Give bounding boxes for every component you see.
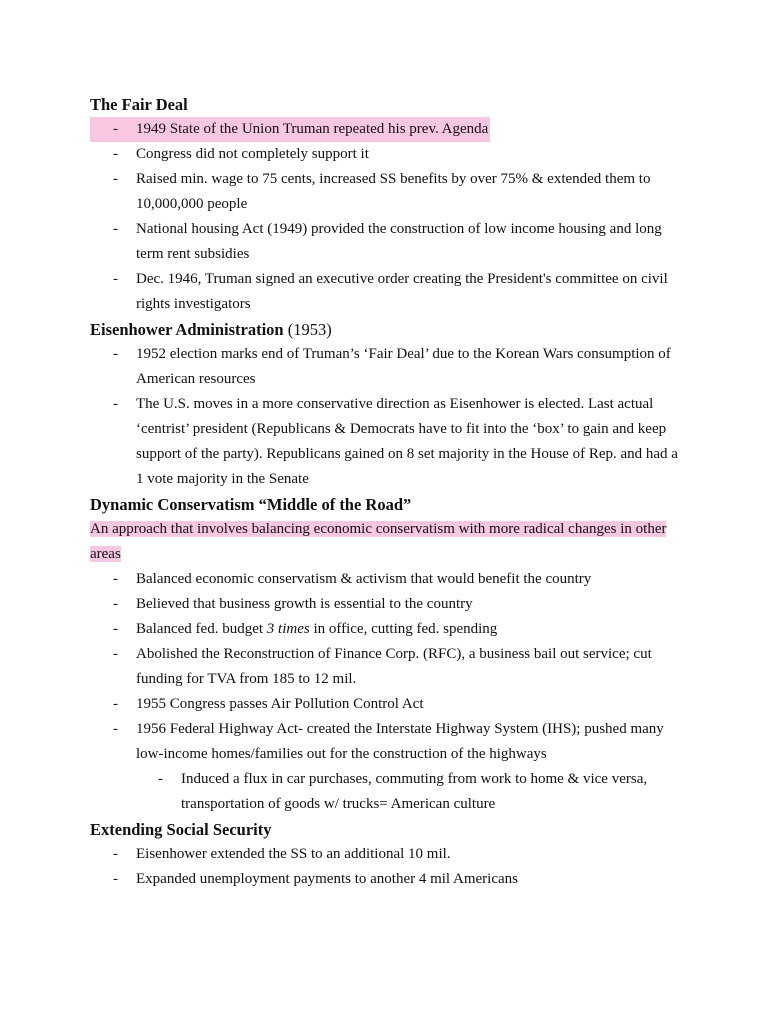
list-item (90, 167, 678, 217)
list-item-text: Believed that business growth is essential to the country (136, 596, 473, 612)
heading-eisenhower-administration (90, 317, 678, 342)
heading-fair-deal: The Fair Deal (90, 95, 188, 114)
bullet-dash: - (113, 271, 118, 287)
list-item-text: National housing Act (1949) provided the construction of low income housing and long term rent subsidies (136, 221, 662, 262)
list-item-text: Induced a flux in car purchases, commuting from work to home & vice versa, transportation of goods w/ trucks= American culture (181, 771, 648, 812)
emphasis-text: 3 times (266, 621, 310, 637)
text-segment: in office, cutting fed. spending (309, 621, 498, 637)
list-item (90, 867, 678, 892)
bullet-dash: - (113, 346, 118, 362)
list-item-text: Balanced economic conservatism & activism that would benefit the country (136, 571, 592, 587)
bullet-dash: - (113, 871, 118, 887)
list-item (90, 342, 678, 392)
list-item (90, 642, 678, 692)
heading-dynamic-conservatism: Dynamic Conservatism “Middle of the Road” (90, 495, 412, 514)
list-item (90, 217, 678, 267)
list-item-text: 1956 Federal Highway Act- created the Interstate Highway System (IHS); pushed many low-income homes/families out for the construction of the highways (136, 721, 664, 762)
bullet-dash: - (90, 117, 136, 142)
list-item (90, 567, 678, 592)
list-item-text: Dec. 1946, Truman signed an executive order creating the President's committee on civil rights investigators (136, 271, 668, 312)
list-item-text: Raised min. wage to 75 cents, increased SS benefits by over 75% & extended them to 10,000,000 people (136, 171, 651, 212)
bullet-dash: - (113, 171, 118, 187)
intro-paragraph (90, 517, 678, 567)
bullet-dash: - (113, 846, 118, 862)
list-item (90, 617, 678, 642)
bullet-dash: - (113, 721, 118, 737)
list-item-text: Abolished the Reconstruction of Finance Corp. (RFC), a business bail out service; cut funding for TVA from 185 to 12 mil. (136, 646, 652, 687)
bullet-dash: - (113, 646, 118, 662)
bullet-dash: - (113, 696, 118, 712)
list-item (90, 267, 678, 317)
list-item-text: Eisenhower extended the SS to an additional 10 mil. (136, 846, 451, 862)
bullet-dash: - (113, 396, 118, 412)
sub-list-item (90, 767, 678, 817)
list-item-text: 1949 State of the Union Truman repeated his prev. Agenda (136, 117, 490, 142)
list-item-text: The U.S. moves in a more conservative direction as Eisenhower is elected. Last actual ‘centrist’ president (Republicans & Democrats have to fit into the ‘box’ to gain and keep support of the party). Republicans gained on 8 set majority in the House of Rep. and had a 1 vote majority in the Senate (136, 396, 678, 487)
heading-bold-text: Eisenhower Administration (90, 320, 284, 339)
bullet-dash: - (113, 221, 118, 237)
heading-extending-social-security: Extending Social Security (90, 820, 272, 839)
list-item (90, 142, 678, 167)
list-item-highlighted (90, 117, 678, 142)
list-item-text: 1952 election marks end of Truman’s ‘Fair Deal’ due to the Korean Wars consumption of American resources (136, 346, 671, 387)
list-item (90, 392, 678, 492)
bullet-dash: - (113, 621, 118, 637)
text-segment: Balanced fed. budget (136, 621, 267, 637)
list-item-text: Expanded unemployment payments to another 4 mil Americans (136, 871, 518, 887)
list-item-text: Congress did not completely support it (136, 146, 369, 162)
bullet-dash: - (158, 771, 163, 787)
list-item (90, 842, 678, 867)
list-item (90, 592, 678, 617)
bullet-dash: - (113, 596, 118, 612)
list-item-text (136, 617, 678, 642)
bullet-dash: - (113, 571, 118, 587)
heading-year: (1953) (283, 320, 332, 339)
list-item (90, 717, 678, 767)
list-item-text: 1955 Congress passes Air Pollution Control Act (136, 696, 424, 712)
highlighted-text: An approach that involves balancing economic conservatism with more radical changes in other areas (90, 521, 667, 562)
bullet-dash: - (113, 146, 118, 162)
list-item (90, 692, 678, 717)
